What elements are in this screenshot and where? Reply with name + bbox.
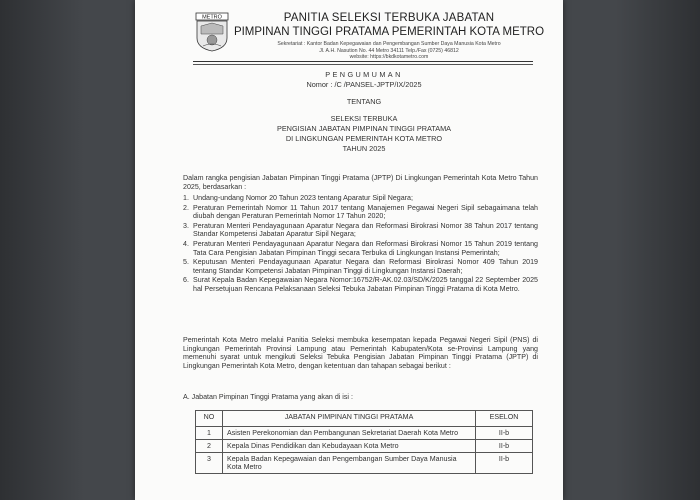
intro-paragraph: Dalam rangka pengisian Jabatan Pimpinan Tinggi Pratama (JPTP) Di Lingkungan Pemerintah Kota Metro Tahun 2025, berdasarkan : xyxy=(183,174,538,191)
metro-logo xyxy=(195,12,229,52)
table-row xyxy=(196,453,533,474)
announcement-subject-3: DI LINGKUNGAN PEMERINTAH KOTA METRO xyxy=(285,134,443,143)
list-item-text: Peraturan Menteri Pendayagunaan Aparatur Negara dan Reformasi Birokrasi Nomor 15 Tahun 2019 tentang Tata Cara Pengisian Jabatan Pimpinan Tinggi secara Terbuka di Lingkungan Instansi Pemerintah; xyxy=(193,239,538,257)
row-eselon: II-b xyxy=(476,453,533,474)
section-a-heading: A. Jabatan Pimpinan Tinggi Pratama yang akan di isi : xyxy=(183,393,353,401)
list-item-text: Peraturan Pemerintah Nomor 11 Tahun 2017 tentang Manajemen Pegawai Negeri Sipil sebagaimana telah diubah dengan Peraturan Pemerintah Nomor 17 Tahun 2020; xyxy=(193,203,538,221)
list-item-number: 4. xyxy=(183,239,189,248)
list-item xyxy=(183,204,538,221)
logo-text: METRO xyxy=(202,14,222,21)
row-no: 1 xyxy=(196,427,223,440)
row-jabatan: Kepala Dinas Pendidikan dan Kebudayaan Kota Metro xyxy=(223,440,476,453)
list-item-number: 3. xyxy=(183,221,189,230)
invitation-paragraph: Pemerintah Kota Metro melalui Panitia Seleksi membuka kesempatan kepada Pegawai Negeri Sipil (PNS) di Lingkungan Pemerintah Provinsi Lampung atau Pemerintah Kabupaten/Kota se-Provinsi Lampung yang memenuhi syarat untuk mengikuti Seleksi Tebuka Pengisian Jabatan Pimpinan Tinggi Pratama (JPTP) di Lingkungan Pemerintah Kota Metro, dengan ketentuan dan tahapan sebagai berikut : xyxy=(183,336,538,370)
announcement-subject-1: SELEKSI TERBUKA xyxy=(330,114,398,123)
header-address: Sekretariat : Kantor Badan Kepegawaian dan Pengembangan Sumber Daya Manusia Kota Metro xyxy=(277,41,501,47)
list-item-number: 6. xyxy=(183,276,189,285)
announcement-title: PENGUMUMAN xyxy=(325,70,403,79)
positions-table xyxy=(195,410,533,474)
list-item-number: 2. xyxy=(183,203,189,212)
list-item xyxy=(183,258,538,275)
header-eselon: ESELON xyxy=(476,411,533,427)
header-rule-thin xyxy=(193,64,533,65)
document-page[interactable] xyxy=(135,0,563,500)
row-jabatan: Kepala Badan Kepegawaian dan Pengembangan Sumber Daya Manusia Kota Metro xyxy=(223,453,476,474)
header-street: Jl. A.H. Nasution No. 44 Metro 34111 Telp./Fax (0725) 46812 xyxy=(319,48,459,54)
table-row xyxy=(196,440,533,453)
row-jabatan: Asisten Perekonomian dan Pembangunan Sekretariat Daerah Kota Metro xyxy=(223,427,476,440)
row-no: 2 xyxy=(196,440,223,453)
row-eselon: II-b xyxy=(476,440,533,453)
header-line-2: PIMPINAN TINGGI PRATAMA PEMERINTAH KOTA METRO xyxy=(233,26,545,38)
legal-basis-list xyxy=(183,194,538,295)
row-no: 3 xyxy=(196,453,223,474)
list-item-text: Surat Kepala Badan Kepegawaian Negara Nomor:16752/R-AK.02.03/SD/K/2025 tanggal 22 September 2025 hal Persetujuan Rencana Pelaksanaan Seleksi Tebuka Jabatan Pimpinan Tinggi Pratama di Kota Metro. xyxy=(193,276,538,293)
header-line-1: PANITIA SELEKSI TERBUKA JABATAN xyxy=(283,12,495,24)
announcement-tentang: TENTANG xyxy=(346,97,382,106)
announcement-number: Nomor : /C /PANSEL-JPTP/IX/2025 xyxy=(306,80,422,89)
list-item-number: 5. xyxy=(183,258,189,267)
list-item-text: Undang-undang Nomor 20 Tahun 2023 tentang Aparatur Sipil Negara; xyxy=(193,194,413,202)
list-item xyxy=(183,276,538,293)
header-no: NO xyxy=(196,411,223,427)
header-website: website: https://bkdkotametro.com xyxy=(349,54,429,60)
announcement-subject-4: TAHUN 2025 xyxy=(342,144,386,153)
list-item-text: Keputusan Menteri Pendayagunaan Aparatur Negara dan Reformasi Birokrasi Nomor 409 Tahun 2019 tentang Standar Kompetensi Jabatan Pimpinan Tinggi di Lingkungan Instansi Daerah; xyxy=(193,258,538,275)
list-item xyxy=(183,194,538,203)
list-item xyxy=(183,240,538,257)
list-item-text: Peraturan Menteri Pendayagunaan Aparatur Negara dan Reformasi Birokrasi Nomor 38 Tahun 2017 tentang Standar Kompetensi Jabatan Aparatur Sipil Negara; xyxy=(193,221,538,239)
list-item-number: 1. xyxy=(183,194,189,202)
list-item xyxy=(183,222,538,239)
header-rule-thick xyxy=(193,61,533,62)
header-jabatan: JABATAN PIMPINAN TINGGI PRATAMA xyxy=(223,411,476,427)
announcement-subject-2: PENGISIAN JABATAN PIMPINAN TINGGI PRATAMA xyxy=(276,124,452,133)
table-row xyxy=(196,427,533,440)
row-eselon: II-b xyxy=(476,427,533,440)
